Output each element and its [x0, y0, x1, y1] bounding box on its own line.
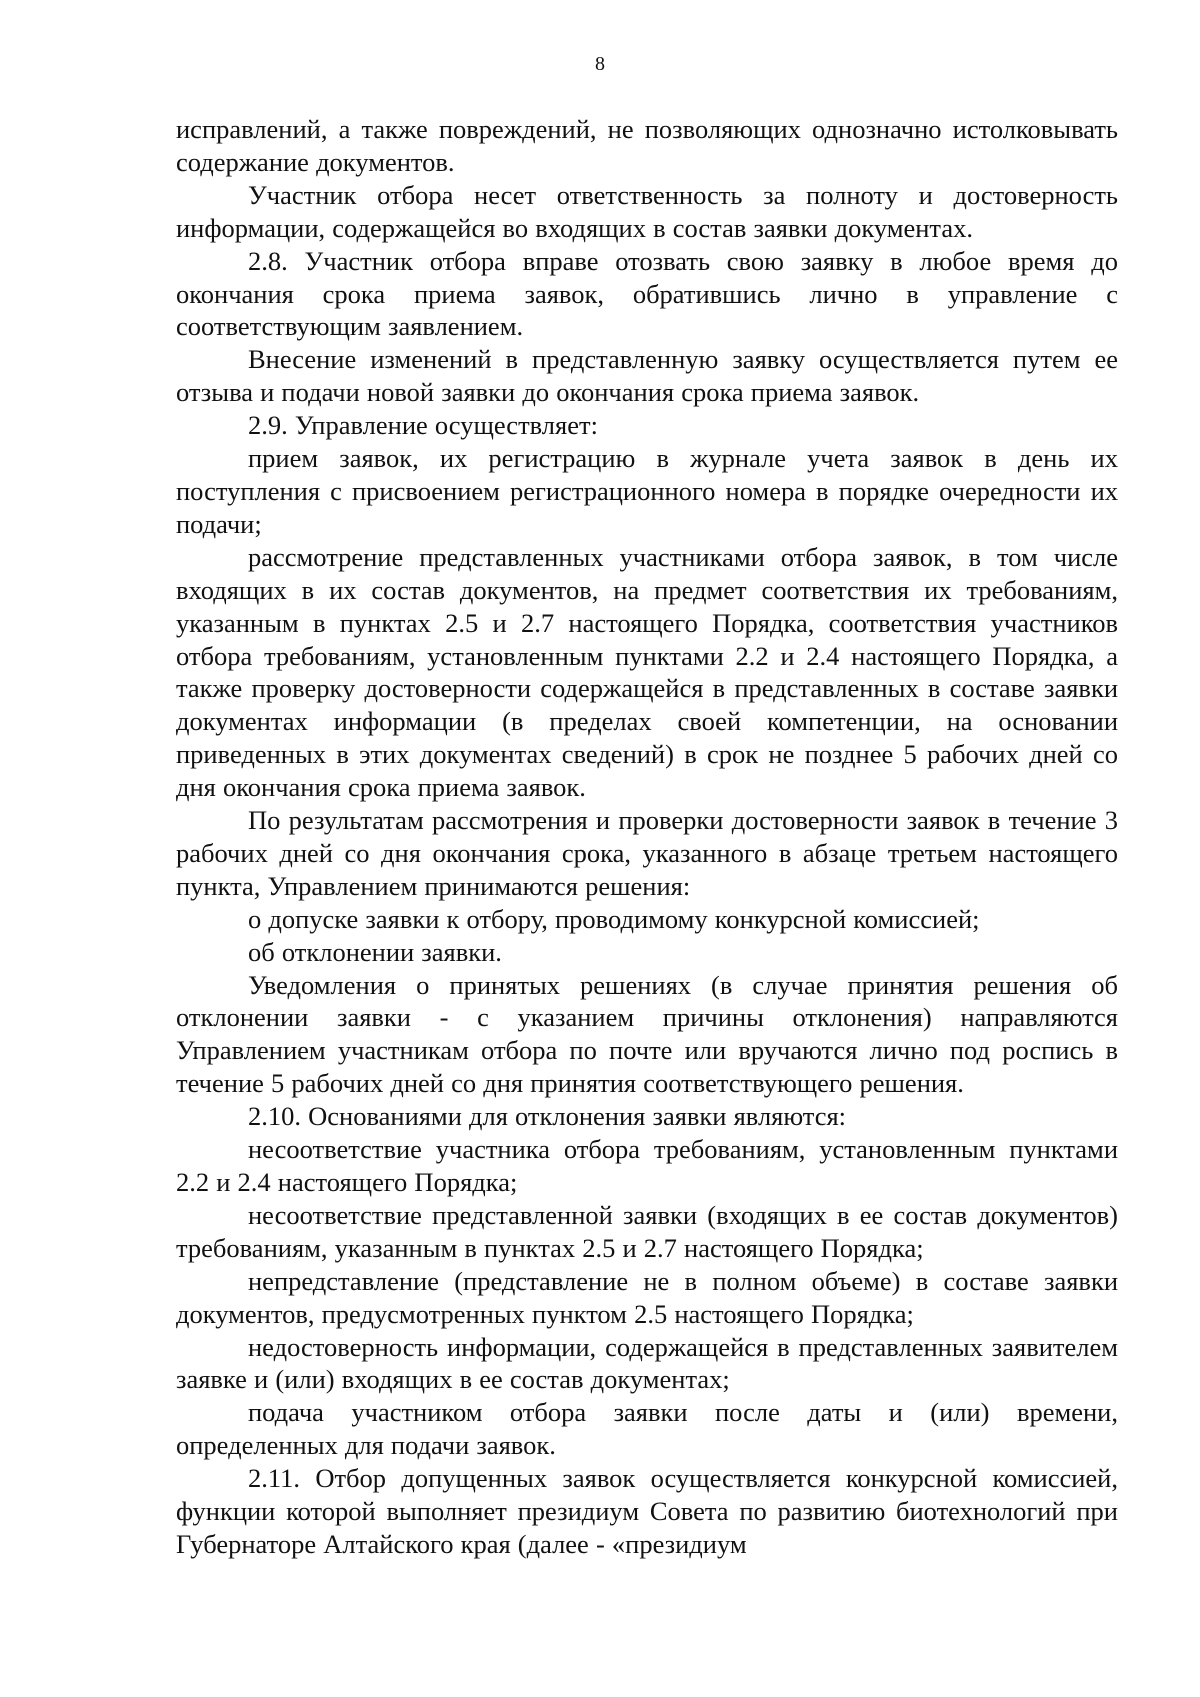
- paragraph: недостоверность информации, содержащейся в представленных заявителем заявке и (или) входящих в ее состав документах;: [176, 1331, 1118, 1395]
- paragraph: По результатам рассмотрения и проверки достоверности заявок в течение 3 рабочих дней со дня окончания срока, указанного в абзаце третьем настоящего пункта, Управлением принимаются решения:: [176, 805, 1118, 901]
- paragraph: Внесение изменений в представленную заявку осуществляется путем ее отзыва и подачи новой заявки до окончания срока приема заявок.: [176, 344, 1118, 408]
- paragraph-clause-2-10: 2.10. Основаниями для отклонения заявки являются:: [248, 1101, 847, 1132]
- paragraph: рассмотрение представленных участниками отбора заявок, в том числе входящих в их состав документов, на предмет соответствия их требованиям, указанным в пунктах 2.5 и 2.7 настоящего Порядка, соответствия участников отбора требованиям, установленным пунктами 2.2 и 2.4 настоящего Порядка, а также проверку достоверности содержащейся в представленных в составе заявки документах информации (в пределах своей компетенции, на основании приведенных в этих документах сведений) в срок не позднее 5 рабочих дней со дня окончания срока приема заявок.: [176, 541, 1118, 803]
- paragraph-clause-2-9: 2.9. Управление осуществляет:: [248, 410, 598, 441]
- paragraph: о допуске заявки к отбору, проводимому конкурсной комиссией;: [248, 903, 980, 934]
- paragraph: непредставление (представление не в полном объеме) в составе заявки документов, предусмотренных пунктом 2.5 настоящего Порядка;: [176, 1265, 1118, 1329]
- paragraph-clause-2-11: 2.11. Отбор допущенных заявок осуществляется конкурсной комиссией, функции которой выполняет президиум Совета по развитию биотехнологий при Губернаторе Алтайского края (далее - «президиум: [176, 1463, 1118, 1559]
- paragraph: прием заявок, их регистрацию в журнале учета заявок в день их поступления с присвоением регистрационного номера в порядке очередности их подачи;: [176, 443, 1118, 539]
- paragraph: подача участником отбора заявки после даты и (или) времени, определенных для подачи заявок.: [176, 1397, 1118, 1461]
- paragraph: Уведомления о принятых решениях (в случае принятия решения об отклонении заявки - с указанием причины отклонения) направляются Управлением участникам отбора по почте или вручаются лично под роспись в течение 5 рабочих дней со дня принятия соответствующего решения.: [176, 969, 1118, 1099]
- paragraph-clause-2-8: 2.8. Участник отбора вправе отозвать свою заявку в любое время до окончания срока приема заявок, обратившись лично в управление с соответствующим заявлением.: [176, 245, 1118, 342]
- paragraph: Участник отбора несет ответственность за полноту и достоверность информации, содержащейся во входящих в состав заявки документах.: [176, 179, 1118, 243]
- page-number: 8: [595, 53, 605, 75]
- document-body: [176, 113, 1118, 1561]
- paragraph-continuation: исправлений, а также повреждений, не позволяющих однозначно истолковывать содержание документов.: [176, 114, 1118, 177]
- paragraph: несоответствие представленной заявки (входящих в ее состав документов) требованиям, указанным в пунктах 2.5 и 2.7 настоящего Порядка;: [176, 1199, 1118, 1263]
- paragraph: об отклонении заявки.: [248, 936, 502, 967]
- paragraph: несоответствие участника отбора требованиям, установленным пунктами 2.2 и 2.4 настоящего Порядка;: [176, 1134, 1118, 1197]
